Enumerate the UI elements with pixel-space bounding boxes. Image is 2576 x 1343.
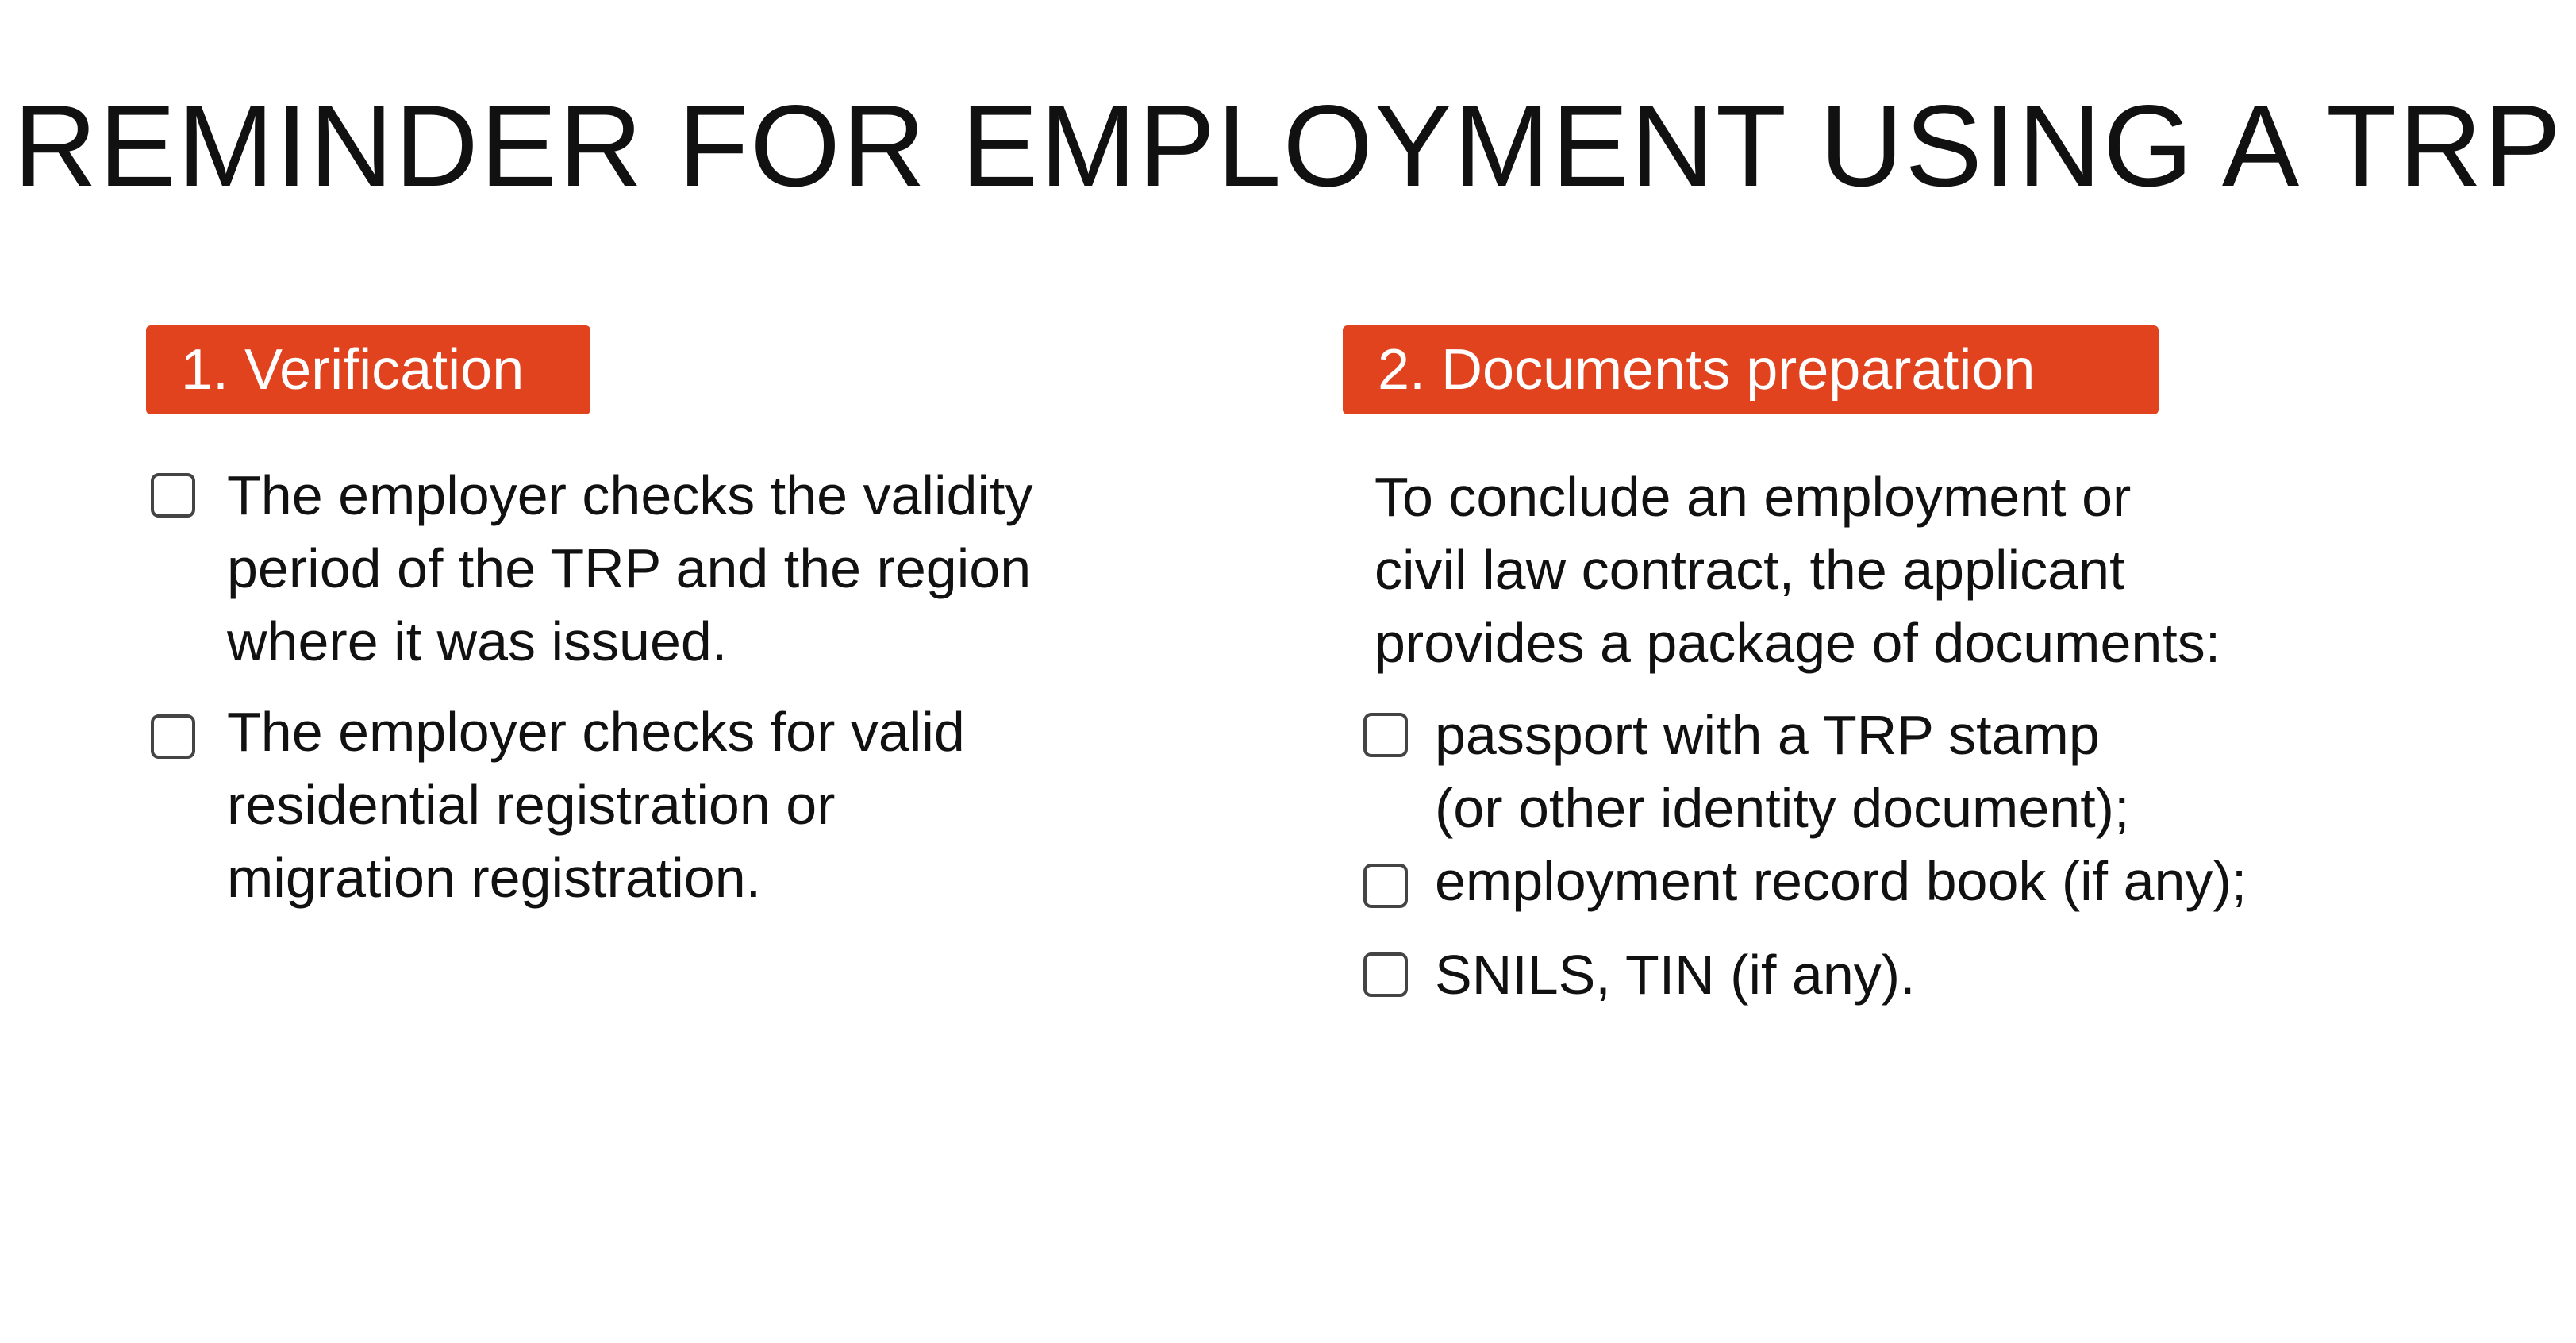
document-item-record-book-line-1: employment record book (if any);	[1435, 850, 2247, 912]
verification-item-1-line-3: where it was issued.	[227, 610, 728, 672]
section-2-heading-badge	[1343, 325, 2159, 414]
documents-intro-line-2: civil law contract, the applicant	[1375, 539, 2125, 601]
verification-item-2-line-2: residential registration or	[227, 774, 836, 836]
verification-item-1	[227, 459, 1032, 678]
verification-item-2	[227, 695, 965, 914]
verification-checkbox-1[interactable]	[151, 473, 195, 518]
verification-item-2-line-1: The employer checks for valid	[227, 701, 965, 763]
page-title: REMINDER FOR EMPLOYMENT USING A TRP	[13, 81, 2563, 210]
verification-item-1-line-2: period of the TRP and the region	[227, 537, 1032, 599]
verification-item-1-line-1: The employer checks the validity	[227, 464, 1033, 526]
document-checkbox-snils-tin[interactable]	[1363, 952, 1408, 997]
document-checkbox-passport[interactable]	[1363, 713, 1408, 757]
section-1-heading: 1. Verification	[181, 338, 525, 402]
document-item-snils-tin	[1435, 938, 1916, 1011]
document-checkbox-record-book[interactable]	[1363, 864, 1408, 908]
verification-checkbox-2[interactable]	[151, 714, 195, 759]
document-item-passport	[1435, 698, 2129, 845]
verification-item-2-line-3: migration registration.	[227, 847, 762, 909]
section-1-heading-badge	[146, 325, 590, 414]
document-item-passport-line-2: (or other identity document);	[1435, 777, 2130, 839]
documents-intro-line-3: provides a package of documents:	[1375, 612, 2221, 674]
documents-intro-line-1: To conclude an employment or	[1375, 466, 2132, 528]
document-item-passport-line-1: passport with a TRP stamp	[1435, 704, 2100, 766]
section-2-heading: 2. Documents preparation	[1378, 338, 2036, 402]
documents-intro-text	[1375, 460, 2220, 679]
document-item-record-book	[1435, 845, 2247, 918]
document-item-snils-tin-line-1: SNILS, TIN (if any).	[1435, 944, 1916, 1006]
